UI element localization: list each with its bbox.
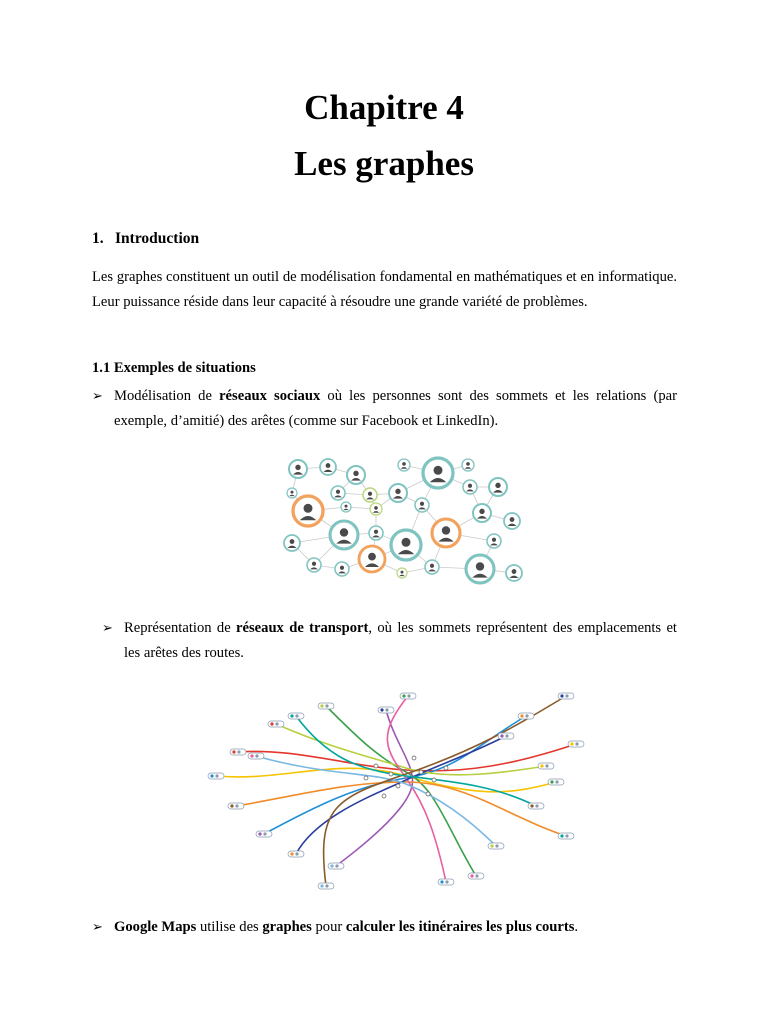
station-terminal-icon <box>498 733 514 739</box>
person-node-icon <box>287 488 297 498</box>
bullet-text-part: où les personnes sont des sommets et les relations (par exemple, d’amitié) des arêtes (comme sur Facebook et LinkedIn). <box>114 388 677 429</box>
person-node-icon <box>398 459 410 471</box>
station-terminal-icon <box>318 883 334 889</box>
bullet-text-part: pour <box>311 919 346 935</box>
station-terminal-icon <box>228 803 244 809</box>
station-terminal-icon <box>256 831 272 837</box>
station-terminal-icon <box>568 741 584 747</box>
person-node-icon <box>341 502 351 512</box>
person-node-icon <box>504 513 520 529</box>
section-heading <box>92 230 199 248</box>
station-icon <box>432 778 436 782</box>
chapter-title: Les graphes <box>294 144 474 183</box>
station-terminal-icon <box>400 693 416 699</box>
social-network-illustration <box>272 455 534 585</box>
person-node-icon <box>423 458 453 488</box>
metro-line <box>296 736 506 854</box>
person-node-icon <box>370 503 382 515</box>
station-terminal-icon <box>558 693 574 699</box>
bullet-bold-term: Google Maps <box>114 919 197 935</box>
person-node-icon <box>473 504 491 522</box>
bullet-text-part: utilise des <box>196 919 263 935</box>
station-terminal-icon <box>488 843 504 849</box>
person-node-icon <box>432 519 460 547</box>
bullet-bold-term: graphes <box>262 919 312 935</box>
bullet-text-part: Modélisation de <box>114 388 220 404</box>
station-icon <box>374 764 378 768</box>
person-node-icon <box>425 560 439 574</box>
chapter-number: Chapitre 4 <box>304 88 464 127</box>
person-node-icon <box>331 486 345 500</box>
intro-paragraph: Les graphes constituent un outil de modélisation fondamental en mathématiques et en informatique. Leur puissance réside dans leur capacité à résoudre une grande variété de problèmes. <box>92 269 677 310</box>
station-icon <box>419 770 423 774</box>
person-node-icon <box>397 568 407 578</box>
station-terminal-icon <box>378 707 394 713</box>
bullet-arrow-icon: ➢ <box>102 620 113 635</box>
person-node-icon <box>335 562 349 576</box>
person-node-icon <box>307 558 321 572</box>
station-terminal-icon <box>538 763 554 769</box>
bullet-text-part: , où les sommets représentent des emplacements et les arêtes des routes. <box>124 620 677 661</box>
person-node-icon <box>391 530 421 560</box>
person-node-icon <box>462 459 474 471</box>
person-node-icon <box>466 555 494 583</box>
station-icon <box>412 756 416 760</box>
person-node-icon <box>330 521 358 549</box>
station-icon <box>426 792 430 796</box>
station-terminal-icon <box>208 773 224 779</box>
station-terminal-icon <box>518 713 534 719</box>
station-terminal-icon <box>268 721 284 727</box>
person-node-icon <box>359 546 385 572</box>
person-node-icon <box>369 526 383 540</box>
metro-line <box>238 744 576 771</box>
metro-line <box>336 710 413 866</box>
station-icon <box>444 766 448 770</box>
station-terminal-icon <box>248 753 264 759</box>
station-terminal-icon <box>230 749 246 755</box>
bullet-bold-term: réseaux sociaux <box>219 388 321 404</box>
station-icon <box>396 784 400 788</box>
station-icon <box>382 794 386 798</box>
person-node-icon <box>506 565 522 581</box>
station-terminal-icon <box>528 803 544 809</box>
metro-line <box>324 696 566 886</box>
section-title: Introduction <box>115 230 200 247</box>
person-node-icon <box>463 480 477 494</box>
person-node-icon <box>363 488 377 502</box>
station-icon <box>364 776 368 780</box>
station-icon <box>389 772 393 776</box>
person-node-icon <box>489 478 507 496</box>
station-terminal-icon <box>468 873 484 879</box>
person-node-icon <box>289 460 307 478</box>
station-terminal-icon <box>288 851 304 857</box>
metro-line <box>326 706 476 876</box>
bullet-text-part: Représentation de <box>124 620 237 636</box>
person-node-icon <box>487 534 501 548</box>
bullet-arrow-icon: ➢ <box>92 388 103 403</box>
bullet-google-maps <box>92 915 677 941</box>
station-terminal-icon <box>548 779 564 785</box>
bullet-arrow-icon: ➢ <box>92 919 103 934</box>
station-terminal-icon <box>438 879 454 885</box>
bullet-text <box>124 616 677 665</box>
station-terminal-icon <box>558 833 574 839</box>
person-node-icon <box>284 535 300 551</box>
person-node-icon <box>320 459 336 475</box>
bullet-text <box>114 384 677 433</box>
metro-terminals <box>208 693 584 889</box>
person-node-icon <box>415 498 429 512</box>
transport-network-map <box>176 686 634 904</box>
section-number: 1. <box>92 230 104 247</box>
bullet-text-part: . <box>574 919 579 935</box>
station-terminal-icon <box>288 713 304 719</box>
bullet-transport-networks <box>102 616 677 666</box>
station-terminal-icon <box>328 863 344 869</box>
subsection-heading: 1.1 Exemples de situations <box>92 360 256 376</box>
person-node-icon <box>389 484 407 502</box>
station-terminal-icon <box>318 703 334 709</box>
person-node-icon <box>347 466 365 484</box>
bullet-bold-term: calculer les itinéraires les plus courts <box>345 919 575 935</box>
bullet-bold-term: réseaux de transport <box>236 620 369 636</box>
person-node-icon <box>293 496 323 526</box>
bullet-text <box>114 915 677 940</box>
bullet-social-networks <box>92 384 677 434</box>
